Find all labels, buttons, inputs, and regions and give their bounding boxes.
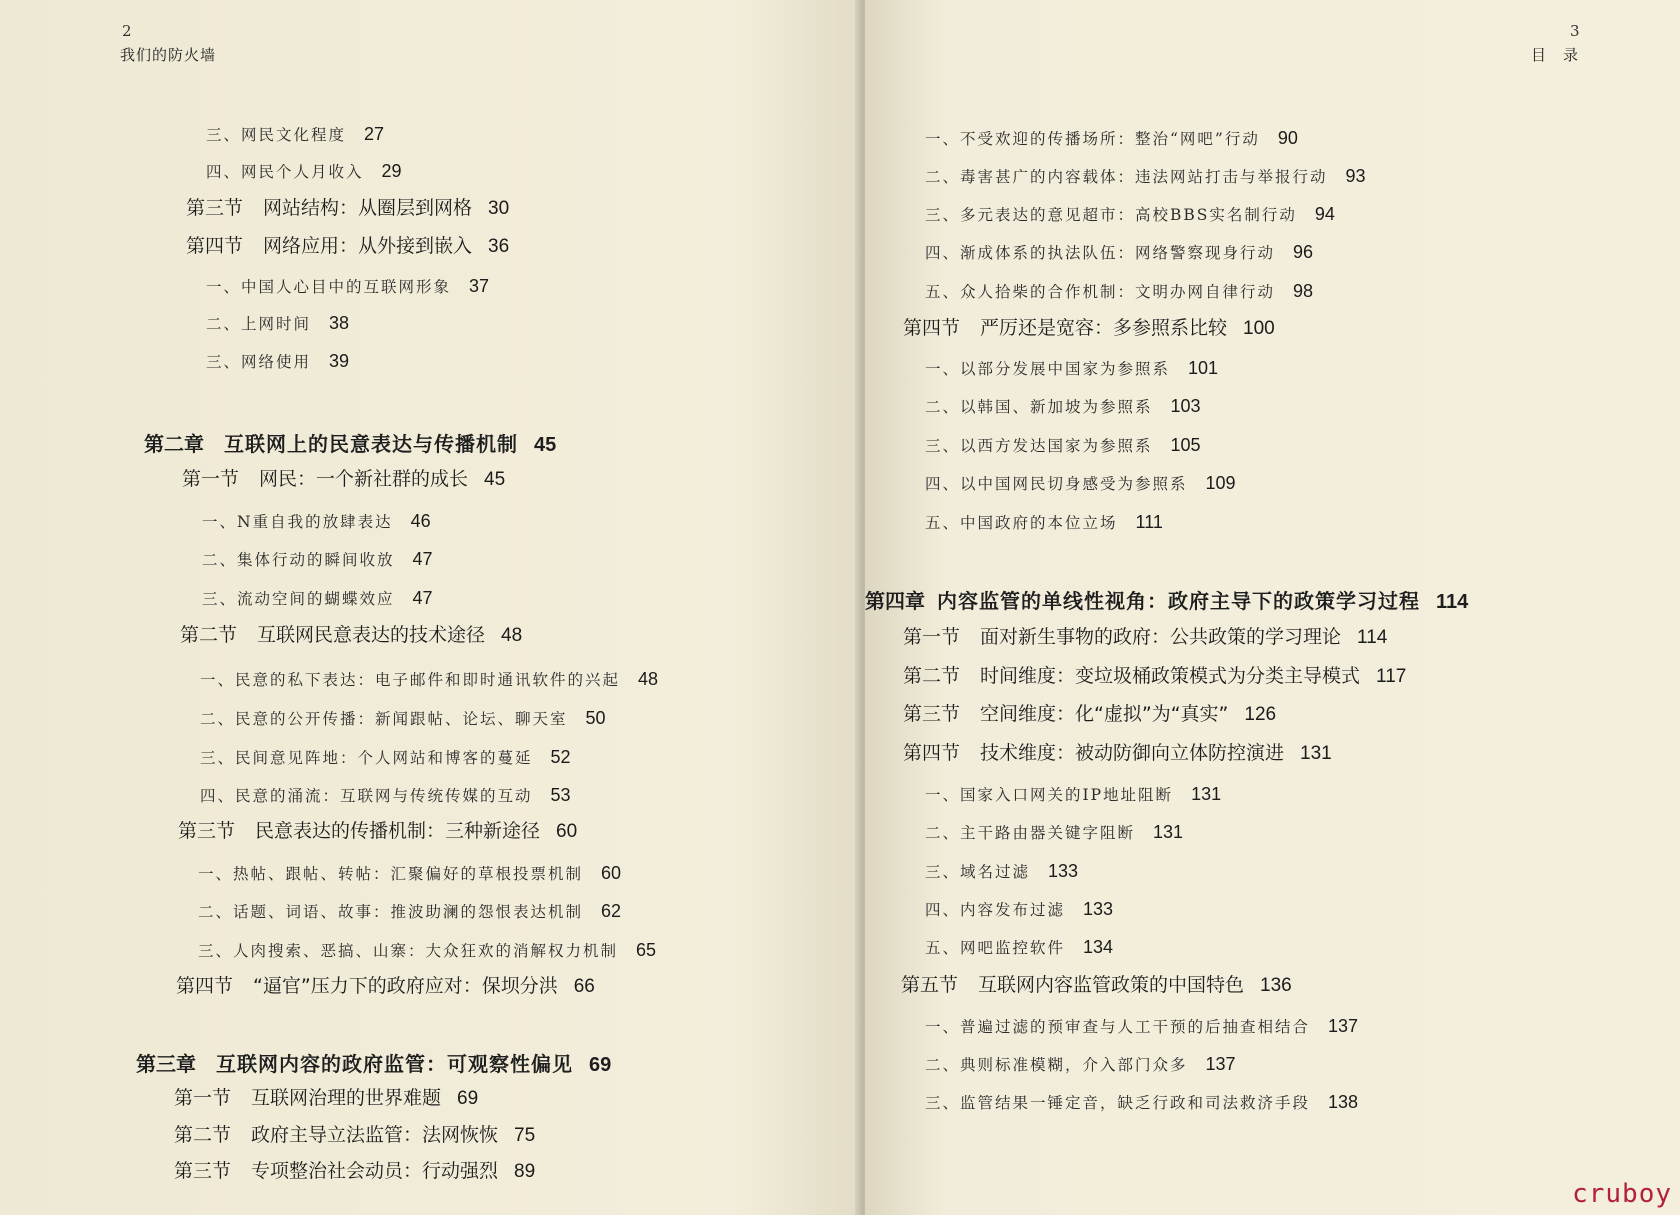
toc-item: 四、渐成体系的执法队伍：网络警察现身行动 96 (925, 242, 1314, 262)
toc-item: 二、以韩国、新加坡为参照系 103 (925, 396, 1201, 416)
toc-item: 一、N重自我的放肆表达 46 (202, 511, 431, 531)
toc-item: 五、众人拾柴的合作机制：文明办网自律行动 98 (925, 281, 1314, 301)
toc-section: 第三节 空间维度：化“虚拟”为“真实” 126 (903, 703, 1277, 725)
toc-item: 二、上网时间 38 (206, 313, 350, 333)
toc-item: 四、内容发布过滤 133 (925, 899, 1114, 919)
toc-item: 二、主干路由器关键字阻断 131 (925, 822, 1184, 842)
toc-item: 五、网吧监控软件 134 (925, 937, 1114, 957)
toc-section: 第三节 专项整治社会动员：行动强烈 89 (174, 1160, 536, 1182)
toc-item: 一、以部分发展中国家为参照系 101 (925, 358, 1219, 378)
toc-item: 五、中国政府的本位立场 111 (925, 512, 1163, 532)
running-head-right: 目 录 (1531, 46, 1580, 64)
toc-item: 一、热帖、跟帖、转帖：汇聚偏好的草根投票机制 60 (198, 863, 622, 883)
toc-section: 第四节 严厉还是宽容：多参照系比较 100 (903, 317, 1275, 339)
toc-item: 三、以西方发达国家为参照系 105 (925, 435, 1201, 455)
toc-item: 三、多元表达的意见超市：高校BBS实名制行动 94 (925, 204, 1335, 224)
toc-item: 一、普遍过滤的预审查与人工干预的后抽查相结合 137 (925, 1016, 1359, 1036)
toc-chapter: 第三章 互联网内容的政府监管：可观察性偏见 69 (136, 1052, 612, 1076)
toc-item: 四、以中国网民切身感受为参照系 109 (925, 473, 1236, 493)
toc-section: 第二节 互联网民意表达的技术途径 48 (180, 624, 523, 646)
toc-item: 二、民意的公开传播：新闻跟帖、论坛、聊天室 50 (200, 708, 606, 728)
toc-item: 二、集体行动的瞬间收放 47 (202, 549, 433, 569)
toc-section: 第二节 政府主导立法监管：法网恢恢 75 (174, 1124, 536, 1146)
toc-item: 一、国家入口网关的IP地址阻断 131 (925, 784, 1222, 804)
toc-item: 一、不受欢迎的传播场所：整治“网吧”行动 90 (925, 128, 1298, 148)
toc-section: 第四节 技术维度：被动防御向立体防控演进 131 (903, 742, 1332, 764)
toc-section: 第四节 网络应用：从外接到嵌入 36 (186, 235, 510, 257)
toc-item: 一、民意的私下表达：电子邮件和即时通讯软件的兴起 48 (200, 669, 659, 689)
toc-item: 二、毒害甚广的内容载体：违法网站打击与举报行动 93 (925, 166, 1366, 186)
toc-section: 第一节 面对新生事物的政府：公共政策的学习理论 114 (903, 626, 1388, 648)
toc-section: 第一节 网民：一个新社群的成长 45 (182, 468, 506, 490)
toc-section: 第二节 时间维度：变垃圾桶政策模式为分类主导模式 117 (903, 665, 1407, 687)
toc-chapter: 第二章 互联网上的民意表达与传播机制 45 (144, 432, 557, 456)
toc-chapter: 第四章 内容监管的单线性视角：政府主导下的政策学习过程 114 (865, 589, 1469, 613)
toc-item: 一、中国人心目中的互联网形象 37 (206, 276, 490, 296)
running-head-left: 我们的防火墙 (120, 46, 217, 64)
toc-item: 四、民意的涌流：互联网与传统传媒的互动 53 (200, 785, 571, 805)
toc-item: 四、网民个人月收入 29 (206, 161, 402, 181)
page-number-right: 3 (1570, 22, 1580, 40)
page-number-left: 2 (122, 22, 132, 40)
watermark: cruboy (1572, 1179, 1672, 1209)
toc-item: 三、流动空间的蝴蝶效应 47 (202, 588, 433, 608)
right-page (865, 0, 1680, 1215)
toc-section: 第一节 互联网治理的世界难题 69 (174, 1087, 479, 1109)
toc-item: 二、话题、词语、故事：推波助澜的怨恨表达机制 62 (198, 901, 622, 921)
toc-section: 第三节 民意表达的传播机制：三种新途径 60 (178, 820, 578, 842)
toc-item: 三、网民文化程度 27 (206, 124, 385, 144)
toc-item: 三、民间意见阵地：个人网站和博客的蔓延 52 (200, 747, 571, 767)
toc-section: 第五节 互联网内容监管政策的中国特色 136 (901, 974, 1292, 996)
toc-item: 三、人肉搜索、恶搞、山寨：大众狂欢的消解权力机制 65 (198, 940, 657, 960)
toc-item: 三、网络使用 39 (206, 351, 350, 371)
toc-item: 二、典则标准模糊，介入部门众多 137 (925, 1054, 1236, 1074)
toc-item: 三、监管结果一锤定音，缺乏行政和司法救济手段 138 (925, 1092, 1359, 1112)
toc-item: 三、域名过滤 133 (925, 861, 1079, 881)
toc-section: 第四节 “逼官”压力下的政府应对：保坝分洪 66 (176, 975, 595, 997)
toc-section: 第三节 网站结构：从圈层到网格 30 (186, 197, 510, 219)
